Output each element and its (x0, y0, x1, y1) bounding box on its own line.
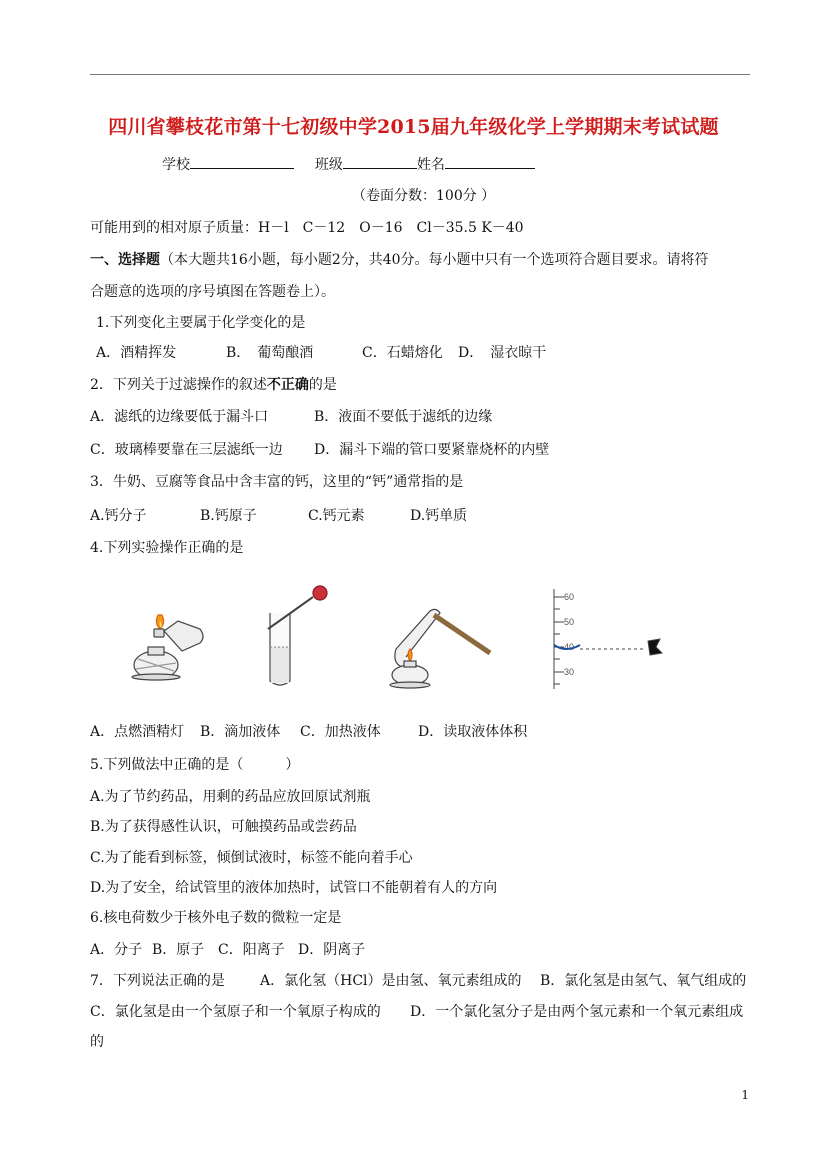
q6-option-c: C．阳离子 (218, 942, 285, 958)
q3-stem: 3．牛奶、豆腐等食品中含丰富的钙，这里的“钙”通常指的是 (90, 474, 464, 490)
class-field[interactable] (343, 154, 417, 169)
eye-icon (648, 639, 662, 655)
q3-option-d: D.钙单质 (410, 508, 468, 524)
q4-option-b: B．滴加液体 (200, 724, 281, 740)
atomic-masses: 可能用到的相对原子质量：H－l C－12 O－16 Cl－35.5 K－40 (90, 220, 524, 236)
page-title: 四川省攀枝花市第十七初级中学2015届九年级化学上学期期末考试试题 (108, 116, 719, 138)
q1-options (96, 343, 546, 363)
q4-options (90, 722, 527, 742)
q2-option-a: A．滤纸的边缘要低于漏斗口 (90, 409, 269, 425)
q7-line1 (90, 971, 746, 991)
name-field[interactable] (445, 154, 535, 169)
header-rule (90, 74, 750, 75)
q4-figures (118, 585, 718, 695)
q3-option-a: A.钙分子 (90, 508, 147, 524)
section1-instruction-cont: 合题意的选项的序号填图在答题卷上）。 (90, 284, 335, 300)
school-label: 学校 (162, 157, 190, 173)
q2-options-ab (90, 407, 492, 427)
q1-stem: 1.下列变化主要属于化学变化的是 (96, 315, 306, 331)
q7-line2 (90, 1002, 743, 1022)
class-label: 班级 (314, 157, 343, 173)
q2-stem: 2．下列关于过滤操作的叙述不正确的是 (90, 377, 337, 393)
q5-option-b: B.为了获得感性认识，可触摸药品或尝药品 (90, 819, 357, 835)
q2-option-c: C．玻璃棒要靠在三层滤纸一边 (90, 442, 283, 458)
q4-option-a: A．点燃酒精灯 (90, 724, 185, 740)
graduated-cylinder-figure (554, 589, 662, 689)
q4-stem: 4.下列实验操作正确的是 (90, 540, 244, 556)
q7-stem: 7．下列说法正确的是 (90, 973, 225, 989)
q1-option-b: B． 葡萄酿酒 (226, 345, 314, 361)
student-info-row (162, 154, 535, 175)
q6-option-d: D．阴离子 (298, 942, 366, 958)
cylinder-tick-50: 50 (564, 617, 575, 627)
q5-option-c: C.为了能看到标签，倾倒试液时，标签不能向着手心 (90, 850, 413, 866)
q1-option-d: D． 湿衣晾干 (458, 345, 547, 361)
q7-option-b: B．氯化氢是由氢气、氧气组成的 (540, 973, 747, 989)
q6-options (90, 940, 365, 960)
q7-option-d: D．一个氯化氢分子是由两个氢元素和一个氧元素组成 (410, 1004, 744, 1020)
q4-option-c: C．加热液体 (300, 724, 381, 740)
q1-option-a: A．酒精挥发 (96, 345, 177, 361)
cylinder-tick-40: 40 (564, 642, 575, 652)
cylinder-tick-60: 60 (564, 592, 575, 602)
q3-option-c: C.钙元素 (308, 508, 365, 524)
q7-option-a: A．氯化氢（HCl）是由氢、氧元素组成的 (260, 973, 522, 989)
q6-option-b: B．原子 (152, 942, 205, 958)
q2-option-b: B．液面不要低于滤纸的边缘 (314, 409, 493, 425)
q6-stem: 6.核电荷数少于核外电子数的微粒一定是 (90, 910, 342, 926)
school-field[interactable] (190, 154, 294, 169)
q5-stem: 5.下列做法中正确的是（ ） (90, 757, 300, 773)
page-number: 1 (741, 1088, 749, 1102)
section1-instruction: 一、选择题（本大题共16小题，每小题2分，共40分。每小题中只有一个选项符合题目要求。请将符 (90, 252, 709, 268)
q3-option-b: B.钙原子 (200, 508, 257, 524)
q2-option-d: D．漏斗下端的管口要紧靠烧杯的内壁 (314, 442, 550, 458)
q5-option-d: D.为了安全，给试管里的液体加热时，试管口不能朝着有人的方向 (90, 880, 498, 896)
dropper-test-tube-figure (268, 586, 327, 685)
heating-liquid-figure (390, 609, 490, 688)
q3-options (90, 506, 467, 526)
q6-option-a: A．分子 (90, 942, 143, 958)
q5-option-a: A.为了节约药品，用剩的药品应放回原试剂瓶 (90, 789, 371, 805)
cylinder-tick-30: 30 (564, 667, 575, 677)
q1-option-c: C．石蜡熔化 (362, 345, 443, 361)
alcohol-lamp-figure (132, 615, 203, 680)
q2-options-cd (90, 440, 549, 460)
name-label: 姓名 (416, 157, 445, 173)
q7-option-d-cont: 的 (90, 1034, 104, 1050)
q7-option-c: C．氯化氢是由一个氢原子和一个氧原子构成的 (90, 1004, 381, 1020)
q4-option-d: D．读取液体体积 (418, 724, 528, 740)
section1-heading: 一、选择题 (90, 252, 160, 268)
score-note: （卷面分数：100分 ） (352, 188, 496, 204)
